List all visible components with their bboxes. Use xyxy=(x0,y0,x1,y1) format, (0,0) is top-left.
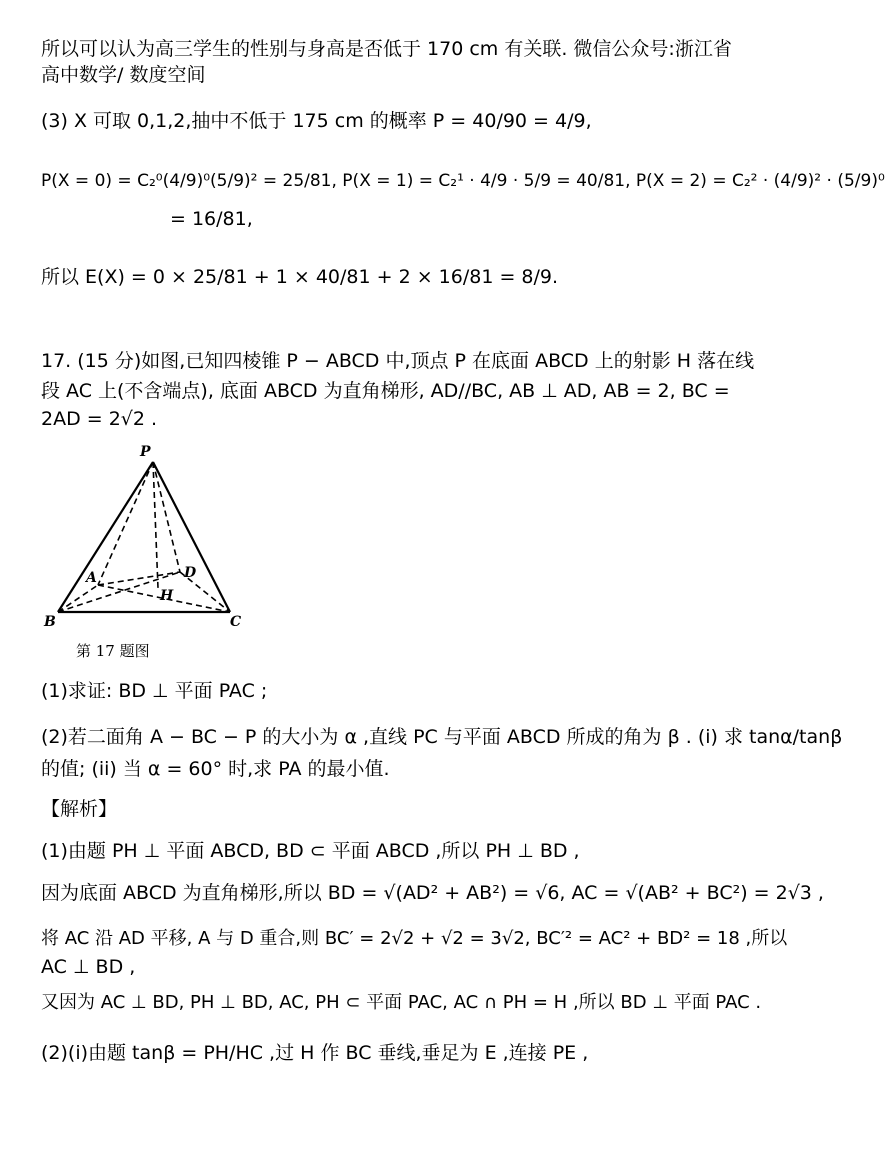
formula-line: = 16/81, xyxy=(170,208,253,230)
text-line: 所以可以认为高三学生的性别与身高是否低于 170 cm 有关联. 微信公众号:浙江省 xyxy=(41,38,732,60)
problem-stem: 17. (15 分)如图,已知四棱锥 P − ABCD 中,顶点 P 在底面 ABCD 上的射影 H 落在线 xyxy=(41,350,755,372)
question-1: (1)求证: BD ⊥ 平面 PAC ; xyxy=(41,680,268,702)
problem-stem: 2AD = 2√2 . xyxy=(41,408,158,430)
solution-line: 又因为 AC ⊥ BD, PH ⊥ BD, AC, PH ⊂ 平面 PAC, AC ∩ PH = H ,所以 BD ⊥ 平面 PAC . xyxy=(41,992,762,1013)
problem-stem: 段 AC 上(不含端点), 底面 ABCD 为直角梯形, AD//BC, AB ⊥ AD, AB = 2, BC = xyxy=(41,380,730,402)
solution-line: 将 AC 沿 AD 平移, A 与 D 重合,则 BC′ = 2√2 + √2 = 3√2, BC′² = AC² + BD² = 18 ,所以 xyxy=(41,928,788,949)
text-line: (3) X 可取 0,1,2,抽中不低于 175 cm 的概率 P = 40/90 = 4/9, xyxy=(41,110,592,132)
solution-line: AC ⊥ BD , xyxy=(41,956,136,978)
label-C: C xyxy=(230,614,242,630)
solution-line: (1)由题 PH ⊥ 平面 ABCD, BD ⊂ 平面 ABCD ,所以 PH ⊥ BD , xyxy=(41,840,580,862)
text-line: 所以 E(X) = 0 × 25/81 + 1 × 40/81 + 2 × 16/81 = 8/9. xyxy=(41,266,559,288)
label-A: A xyxy=(86,570,97,586)
formula-line: P(X = 0) = C₂⁰(4/9)⁰(5/9)² = 25/81, P(X = 1) = C₂¹ · 4/9 · 5/9 = 40/81, P(X = 2) = C₂² · (4/9)² · (5/9)⁰ xyxy=(41,171,885,191)
label-D: D xyxy=(184,565,197,581)
label-H: H xyxy=(160,588,174,604)
label-B: B xyxy=(44,614,56,630)
question-2: (2)若二面角 A − BC − P 的大小为 α ,直线 PC 与平面 ABCD 所成的角为 β . (i) 求 tanα/tanβ xyxy=(41,726,843,748)
label-P: P xyxy=(140,444,151,460)
solution-line: (2)(i)由题 tanβ = PH/HC ,过 H 作 BC 垂线,垂足为 E ,连接 PE , xyxy=(41,1042,589,1064)
question-2: 的值; (ii) 当 α = 60° 时,求 PA 的最小值. xyxy=(41,758,390,780)
figure-caption: 第 17 题图 xyxy=(76,642,150,660)
pyramid-figure xyxy=(40,440,260,634)
pyramid-diagram xyxy=(40,440,260,630)
text-line: 高中数学/ 数度空间 xyxy=(41,64,206,86)
solution-line: 因为底面 ABCD 为直角梯形,所以 BD = √(AD² + AB²) = √6, AC = √(AB² + BC²) = 2√3 , xyxy=(41,882,824,904)
analysis-title: 【解析】 xyxy=(41,798,118,820)
